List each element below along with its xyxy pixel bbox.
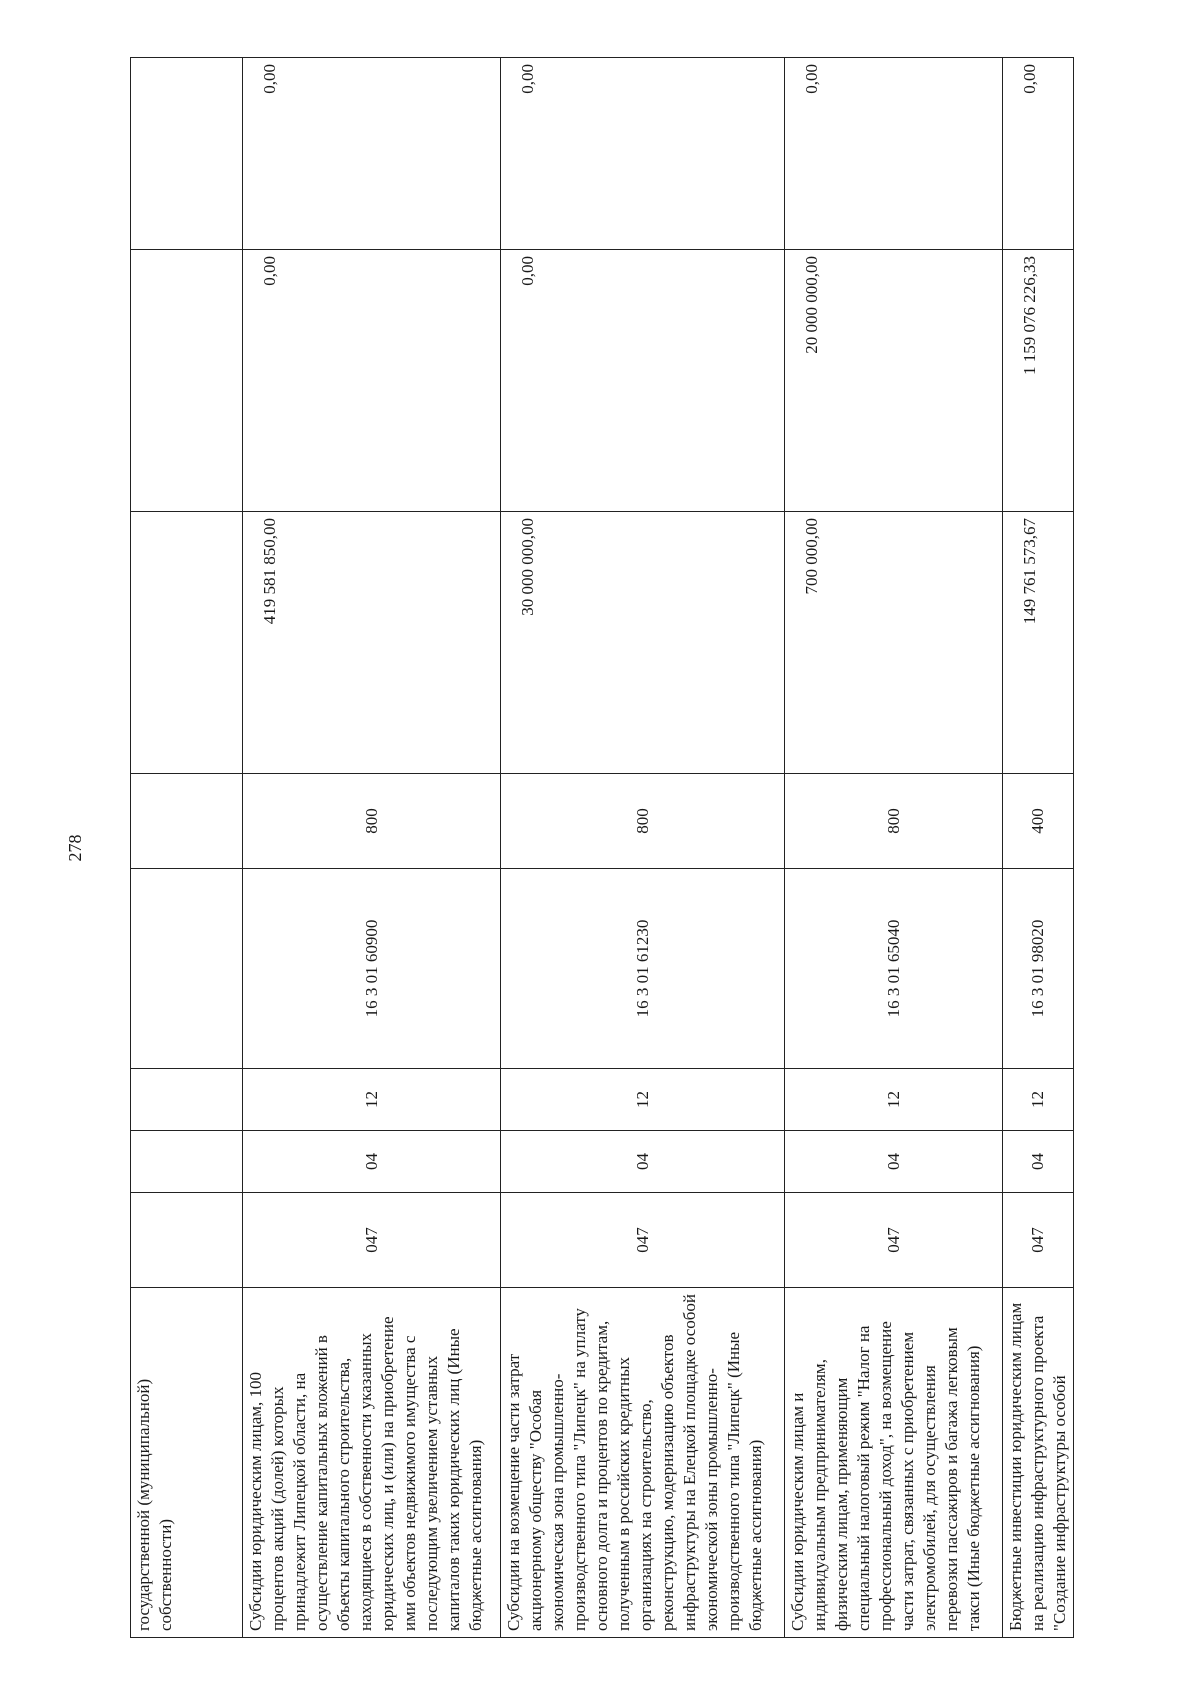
row-description: Бюджетные инвестиции юридическим лицам на реализацию инфраструктурного проекта "Создание инфраструктуры особой	[1003, 1288, 1074, 1638]
ministry-code: 047	[501, 1193, 785, 1288]
subsection-code: 12	[785, 1069, 1003, 1131]
amount-year-1: 700 000,00	[785, 512, 1003, 774]
amount-year-2: 20 000 000,00	[785, 250, 1003, 512]
target-article-code: 16 3 01 98020	[1003, 869, 1074, 1069]
expense-type-code: 800	[785, 774, 1003, 869]
table-container	[130, 58, 1069, 1638]
ministry-code	[131, 1193, 243, 1288]
amount-year-2: 0,00	[243, 250, 501, 512]
target-article-code: 16 3 01 61230	[501, 869, 785, 1069]
row-description: государственной (муниципальной) собственности)	[131, 1288, 243, 1638]
section-code: 04	[785, 1131, 1003, 1193]
amount-year-2	[131, 250, 243, 512]
amount-year-1: 30 000 000,00	[501, 512, 785, 774]
ministry-code: 047	[1003, 1193, 1074, 1288]
amount-year-3	[131, 58, 243, 250]
amount-year-2: 0,00	[501, 250, 785, 512]
target-article-code: 16 3 01 65040	[785, 869, 1003, 1069]
amount-year-3: 0,00	[785, 58, 1003, 250]
table-row	[501, 58, 785, 1638]
row-description: Субсидии на возмещение части затрат акционерному обществу "Особая экономическая зона промышленно-производственного типа "Липецк" на уплату основного долга и процентов по кредитам, полученным в российских кредитных организациях на строительство, реконструкцию, модернизацию объектов инфраструктуры на Елецкой площадке особой экономической зоны промышленно-производственного типа "Липецк" (Иные бюджетные ассигнования)	[501, 1288, 785, 1638]
section-code: 04	[1003, 1131, 1074, 1193]
amount-year-2: 1 159 076 226,33	[1003, 250, 1074, 512]
amount-year-1: 419 581 850,00	[243, 512, 501, 774]
row-description: Субсидии юридическим лицам, 100 процентов акций (долей) которых принадлежит Липецкой области, на осуществление капитальных вложений в объекты капитального строительства, находящиеся в собственности указанных юридических лиц, и (или) на приобретение ими объектов недвижимого имущества с последующим увеличением уставных капиталов таких юридических лиц (Иные бюджетные ассигнования)	[243, 1288, 501, 1638]
amount-year-3: 0,00	[1003, 58, 1074, 250]
ministry-code: 047	[243, 1193, 501, 1288]
amount-year-3: 0,00	[501, 58, 785, 250]
expense-type-code: 800	[501, 774, 785, 869]
target-article-code	[131, 869, 243, 1069]
budget-table	[130, 57, 1074, 1638]
table-row	[785, 58, 1003, 1638]
row-description: Субсидии юридическим лицам и индивидуальным предпринимателям, физическим лицам, применяющим специальный налоговый режим "Налог на профессиональный доход", на возмещение части затрат, связанных с приобретением электромобилей, для осуществления перевозки пассажиров и багажа легковым такси (Иные бюджетные ассигнования)	[785, 1288, 1003, 1638]
table-row	[1003, 58, 1074, 1638]
section-code: 04	[501, 1131, 785, 1193]
target-article-code: 16 3 01 60900	[243, 869, 501, 1069]
table-row	[131, 58, 243, 1638]
subsection-code: 12	[243, 1069, 501, 1131]
expense-type-code	[131, 774, 243, 869]
expense-type-code: 800	[243, 774, 501, 869]
subsection-code: 12	[1003, 1069, 1074, 1131]
section-code: 04	[243, 1131, 501, 1193]
table-row	[243, 58, 501, 1638]
expense-type-code: 400	[1003, 774, 1074, 869]
amount-year-3: 0,00	[243, 58, 501, 250]
amount-year-1	[131, 512, 243, 774]
subsection-code	[131, 1069, 243, 1131]
amount-year-1: 149 761 573,67	[1003, 512, 1074, 774]
subsection-code: 12	[501, 1069, 785, 1131]
page-number: 278	[65, 834, 85, 862]
section-code	[131, 1131, 243, 1193]
ministry-code: 047	[785, 1193, 1003, 1288]
